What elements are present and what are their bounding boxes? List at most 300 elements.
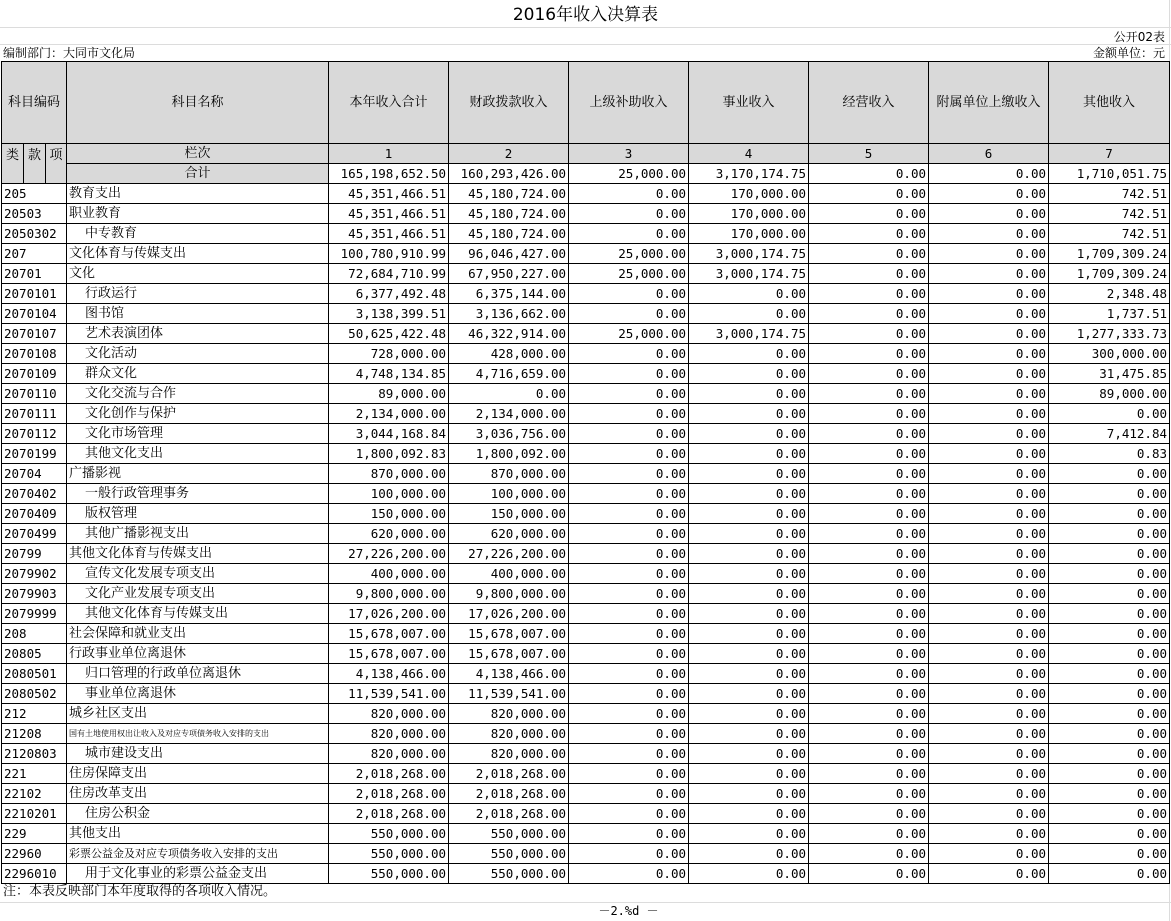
- amount-cell: 550,000.00: [449, 864, 569, 884]
- amount-cell: 0.00: [569, 684, 689, 704]
- subject-code-cell: 2050302: [2, 224, 67, 244]
- amount-cell: 728,000.00: [329, 344, 449, 364]
- subject-code-cell: 20799: [2, 544, 67, 564]
- amount-cell: 2,018,268.00: [329, 764, 449, 784]
- header-row: [2, 62, 1170, 144]
- amount-cell: 0.00: [569, 764, 689, 784]
- subject-name-cell: 其他文化支出: [67, 444, 329, 464]
- amount-cell: 15,678,007.00: [329, 624, 449, 644]
- subject-code-cell: 2079902: [2, 564, 67, 584]
- amount-cell: 820,000.00: [449, 744, 569, 764]
- amount-cell: 0.00: [569, 604, 689, 624]
- amount-cell: 0.00: [929, 564, 1049, 584]
- column-number-row: [2, 144, 1170, 164]
- subheader-kuan: 款: [24, 144, 46, 184]
- amount-cell: 0.00: [809, 344, 929, 364]
- amount-cell: 0.00: [929, 384, 1049, 404]
- subject-code-cell: 229: [2, 824, 67, 844]
- amount-cell: 0.00: [809, 704, 929, 724]
- amount-cell: 11,539,541.00: [329, 684, 449, 704]
- table-row: [2, 664, 1170, 684]
- amount-cell: 0.00: [689, 404, 809, 424]
- amount-cell: 0.00: [1049, 664, 1170, 684]
- amount-cell: 0.00: [689, 484, 809, 504]
- table-row: [2, 644, 1170, 664]
- amount-cell: 0.00: [569, 624, 689, 644]
- amount-cell: 0.00: [689, 304, 809, 324]
- amount-cell: 170,000.00: [689, 184, 809, 204]
- amount-cell: 89,000.00: [329, 384, 449, 404]
- amount-cell: 0.00: [689, 724, 809, 744]
- table-row: [2, 404, 1170, 424]
- header-operating: 经营收入: [809, 62, 929, 144]
- subject-name-cell: 一般行政管理事务: [67, 484, 329, 504]
- amount-cell: 0.00: [569, 864, 689, 884]
- amount-cell: 0.00: [929, 424, 1049, 444]
- total-cell: 25,000.00: [569, 164, 689, 184]
- amount-cell: 0.00: [689, 664, 809, 684]
- amount-cell: 820,000.00: [329, 724, 449, 744]
- subject-name-cell: 国有土地使用权出让收入及对应专项债务收入安排的支出: [67, 724, 329, 744]
- amount-cell: 2,018,268.00: [449, 764, 569, 784]
- amount-cell: 170,000.00: [689, 204, 809, 224]
- amount-cell: 11,539,541.00: [449, 684, 569, 704]
- table-row: [2, 804, 1170, 824]
- amount-cell: 6,375,144.00: [449, 284, 569, 304]
- amount-cell: 3,000,174.75: [689, 244, 809, 264]
- total-cell: 0.00: [929, 164, 1049, 184]
- subject-name-cell: 城乡社区支出: [67, 704, 329, 724]
- header-affiliate: 附属单位上缴收入: [929, 62, 1049, 144]
- header-code: 科目编码: [2, 62, 67, 144]
- amount-cell: 0.00: [569, 364, 689, 384]
- amount-cell: 45,351,466.51: [329, 204, 449, 224]
- amount-cell: 0.00: [929, 784, 1049, 804]
- total-cell: 160,293,426.00: [449, 164, 569, 184]
- amount-cell: 400,000.00: [329, 564, 449, 584]
- amount-cell: 4,138,466.00: [329, 664, 449, 684]
- amount-cell: 742.51: [1049, 204, 1170, 224]
- amount-cell: 820,000.00: [449, 704, 569, 724]
- subject-code-cell: 2080501: [2, 664, 67, 684]
- amount-cell: 2,348.48: [1049, 284, 1170, 304]
- amount-cell: 0.00: [809, 724, 929, 744]
- subject-code-cell: 207: [2, 244, 67, 264]
- amount-cell: 17,026,200.00: [449, 604, 569, 624]
- table-row: [2, 764, 1170, 784]
- header-name: 科目名称: [67, 62, 329, 144]
- page-marker: －2.%d －: [598, 904, 659, 918]
- column-number: 6: [929, 144, 1049, 164]
- table-row: [2, 304, 1170, 324]
- amount-cell: 0.00: [689, 284, 809, 304]
- subject-name-cell: 文化产业发展专项支出: [67, 584, 329, 604]
- amount-cell: 0.00: [1049, 564, 1170, 584]
- subject-name-cell: 艺术表演团体: [67, 324, 329, 344]
- amount-cell: 550,000.00: [449, 824, 569, 844]
- subject-code-cell: 205: [2, 184, 67, 204]
- amount-cell: 0.00: [809, 304, 929, 324]
- table-row: [2, 244, 1170, 264]
- subject-name-cell: 其他广播影视支出: [67, 524, 329, 544]
- subject-code-cell: 22960: [2, 844, 67, 864]
- amount-cell: 0.00: [689, 704, 809, 724]
- amount-cell: 72,684,710.99: [329, 264, 449, 284]
- amount-cell: 50,625,422.48: [329, 324, 449, 344]
- total-cell: 1,710,051.75: [1049, 164, 1170, 184]
- amount-cell: 620,000.00: [449, 524, 569, 544]
- amount-cell: 742.51: [1049, 184, 1170, 204]
- subject-code-cell: 2070108: [2, 344, 67, 364]
- amount-cell: 0.00: [1049, 544, 1170, 564]
- subject-code-cell: 20701: [2, 264, 67, 284]
- amount-cell: 4,716,659.00: [449, 364, 569, 384]
- amount-cell: 0.00: [569, 524, 689, 544]
- amount-cell: 0.00: [809, 204, 929, 224]
- total-cell: 3,170,174.75: [689, 164, 809, 184]
- amount-cell: 620,000.00: [329, 524, 449, 544]
- amount-cell: 0.00: [809, 624, 929, 644]
- subject-name-cell: 归口管理的行政单位离退休: [67, 664, 329, 684]
- amount-cell: 0.00: [1049, 524, 1170, 544]
- table-row: [2, 464, 1170, 484]
- amount-cell: 0.00: [569, 404, 689, 424]
- amount-cell: 0.00: [809, 244, 929, 264]
- amount-cell: 0.00: [929, 284, 1049, 304]
- amount-cell: 45,180,724.00: [449, 224, 569, 244]
- amount-cell: 820,000.00: [329, 704, 449, 724]
- amount-cell: 0.00: [689, 504, 809, 524]
- amount-cell: 0.00: [929, 764, 1049, 784]
- amount-cell: 0.00: [1049, 504, 1170, 524]
- table-row: [2, 204, 1170, 224]
- subject-name-cell: 城市建设支出: [67, 744, 329, 764]
- total-cell: 0.00: [809, 164, 929, 184]
- table-row: [2, 544, 1170, 564]
- amount-cell: 742.51: [1049, 224, 1170, 244]
- amount-cell: 0.00: [809, 524, 929, 544]
- subject-name-cell: 其他文化体育与传媒支出: [67, 544, 329, 564]
- amount-cell: 0.00: [569, 504, 689, 524]
- amount-cell: 4,138,466.00: [449, 664, 569, 684]
- amount-cell: 0.00: [1049, 824, 1170, 844]
- amount-cell: 0.00: [809, 824, 929, 844]
- amount-cell: 0.00: [929, 624, 1049, 644]
- amount-cell: 870,000.00: [329, 464, 449, 484]
- amount-cell: 0.00: [809, 424, 929, 444]
- amount-cell: 0.00: [569, 184, 689, 204]
- gridline: [0, 902, 1171, 903]
- amount-cell: 0.00: [1049, 744, 1170, 764]
- subject-code-cell: 208: [2, 624, 67, 644]
- subject-name-cell: 行政事业单位离退休: [67, 644, 329, 664]
- amount-cell: 25,000.00: [569, 244, 689, 264]
- amount-cell: 31,475.85: [1049, 364, 1170, 384]
- column-number: 5: [809, 144, 929, 164]
- table-row: [2, 264, 1170, 284]
- amount-cell: 0.00: [689, 424, 809, 444]
- amount-cell: 0.00: [689, 864, 809, 884]
- column-number: 4: [689, 144, 809, 164]
- amount-cell: 0.00: [689, 384, 809, 404]
- table-row: [2, 364, 1170, 384]
- amount-cell: 0.00: [929, 724, 1049, 744]
- amount-cell: 2,018,268.00: [449, 784, 569, 804]
- amount-cell: 0.00: [569, 744, 689, 764]
- amount-cell: 0.00: [569, 284, 689, 304]
- amount-cell: 0.00: [569, 544, 689, 564]
- amount-cell: 0.00: [929, 264, 1049, 284]
- amount-cell: 0.00: [809, 864, 929, 884]
- amount-cell: 0.00: [929, 224, 1049, 244]
- table-row: [2, 324, 1170, 344]
- subject-code-cell: 2079903: [2, 584, 67, 604]
- amount-cell: 0.00: [929, 444, 1049, 464]
- amount-cell: 0.00: [569, 464, 689, 484]
- amount-cell: 0.00: [569, 724, 689, 744]
- amount-cell: 0.00: [689, 684, 809, 704]
- amount-cell: 45,351,466.51: [329, 224, 449, 244]
- amount-cell: 1,709,309.24: [1049, 244, 1170, 264]
- subject-name-cell: 住房保障支出: [67, 764, 329, 784]
- amount-cell: 0.00: [689, 344, 809, 364]
- table-row: [2, 824, 1170, 844]
- amount-cell: 25,000.00: [569, 264, 689, 284]
- subject-name-cell: 文化: [67, 264, 329, 284]
- subject-name-cell: 文化体育与传媒支出: [67, 244, 329, 264]
- table-row: [2, 284, 1170, 304]
- amount-cell: 0.00: [689, 464, 809, 484]
- amount-cell: 0.00: [569, 704, 689, 724]
- amount-cell: 400,000.00: [449, 564, 569, 584]
- amount-cell: 0.00: [809, 484, 929, 504]
- subheader-heji: 合计: [67, 164, 329, 184]
- amount-cell: 0.00: [929, 504, 1049, 524]
- amount-cell: 0.00: [809, 364, 929, 384]
- amount-cell: 67,950,227.00: [449, 264, 569, 284]
- table-row: [2, 584, 1170, 604]
- amount-cell: 0.00: [1049, 604, 1170, 624]
- amount-cell: 0.00: [689, 744, 809, 764]
- amount-cell: 0.00: [929, 404, 1049, 424]
- amount-cell: 0.00: [809, 324, 929, 344]
- amount-cell: 0.00: [1049, 804, 1170, 824]
- subject-name-cell: 教育支出: [67, 184, 329, 204]
- subject-code-cell: 221: [2, 764, 67, 784]
- header-superior: 上级补助收入: [569, 62, 689, 144]
- amount-cell: 0.00: [689, 564, 809, 584]
- amount-cell: 0.00: [1049, 684, 1170, 704]
- amount-cell: 89,000.00: [1049, 384, 1170, 404]
- subject-code-cell: 2070104: [2, 304, 67, 324]
- subject-code-cell: 2070101: [2, 284, 67, 304]
- amount-cell: 2,018,268.00: [329, 804, 449, 824]
- amount-cell: 27,226,200.00: [449, 544, 569, 564]
- table-row: [2, 444, 1170, 464]
- table-row: [2, 724, 1170, 744]
- subject-name-cell: 广播影视: [67, 464, 329, 484]
- amount-cell: 0.00: [1049, 644, 1170, 664]
- amount-cell: 170,000.00: [689, 224, 809, 244]
- amount-cell: 2,018,268.00: [329, 784, 449, 804]
- amount-cell: 0.00: [689, 444, 809, 464]
- table-row: [2, 704, 1170, 724]
- amount-cell: 0.00: [929, 844, 1049, 864]
- subject-code-cell: 2070402: [2, 484, 67, 504]
- subheader-lanci: 栏次: [67, 144, 329, 164]
- total-row: [2, 164, 1170, 184]
- amount-cell: 0.00: [809, 664, 929, 684]
- amount-cell: 3,036,756.00: [449, 424, 569, 444]
- amount-cell: 150,000.00: [449, 504, 569, 524]
- amount-cell: 0.00: [929, 584, 1049, 604]
- amount-cell: 45,351,466.51: [329, 184, 449, 204]
- amount-cell: 0.00: [929, 524, 1049, 544]
- subject-code-cell: 2296010: [2, 864, 67, 884]
- amount-cell: 100,780,910.99: [329, 244, 449, 264]
- header-business: 事业收入: [689, 62, 809, 144]
- subject-code-cell: 2070409: [2, 504, 67, 524]
- amount-cell: 0.00: [449, 384, 569, 404]
- subject-code-cell: 2079999: [2, 604, 67, 624]
- amount-cell: 0.00: [689, 364, 809, 384]
- amount-cell: 0.00: [569, 204, 689, 224]
- amount-cell: 0.00: [569, 344, 689, 364]
- amount-cell: 0.00: [929, 364, 1049, 384]
- amount-cell: 0.00: [929, 824, 1049, 844]
- amount-cell: 0.00: [1049, 784, 1170, 804]
- amount-cell: 0.00: [809, 404, 929, 424]
- table-row: [2, 184, 1170, 204]
- amount-cell: 0.00: [809, 224, 929, 244]
- subject-name-cell: 住房改革支出: [67, 784, 329, 804]
- subject-code-cell: 2070109: [2, 364, 67, 384]
- subject-name-cell: 文化创作与保护: [67, 404, 329, 424]
- amount-cell: 870,000.00: [449, 464, 569, 484]
- amount-cell: 0.00: [809, 684, 929, 704]
- amount-cell: 0.00: [569, 804, 689, 824]
- subject-name-cell: 文化活动: [67, 344, 329, 364]
- amount-cell: 3,136,662.00: [449, 304, 569, 324]
- subheader-lei: 类: [2, 144, 24, 184]
- amount-cell: 0.00: [929, 864, 1049, 884]
- column-number: 1: [329, 144, 449, 164]
- amount-cell: 46,322,914.00: [449, 324, 569, 344]
- subject-code-cell: 20805: [2, 644, 67, 664]
- currency-unit-label: 金额单位：元: [1092, 46, 1165, 60]
- amount-cell: 0.00: [809, 584, 929, 604]
- subject-code-cell: 20704: [2, 464, 67, 484]
- amount-cell: 820,000.00: [449, 724, 569, 744]
- amount-cell: 0.00: [929, 304, 1049, 324]
- subject-name-cell: 用于文化事业的彩票公益金支出: [67, 864, 329, 884]
- amount-cell: 0.00: [929, 184, 1049, 204]
- table-row: [2, 424, 1170, 444]
- amount-cell: 0.00: [1049, 764, 1170, 784]
- amount-cell: 2,134,000.00: [449, 404, 569, 424]
- amount-cell: 0.00: [569, 564, 689, 584]
- amount-cell: 428,000.00: [449, 344, 569, 364]
- subject-code-cell: 2080502: [2, 684, 67, 704]
- amount-cell: 1,709,309.24: [1049, 264, 1170, 284]
- table-row: [2, 624, 1170, 644]
- amount-cell: 3,000,174.75: [689, 264, 809, 284]
- table-row: [2, 784, 1170, 804]
- subject-code-cell: 212: [2, 704, 67, 724]
- amount-cell: 0.00: [929, 744, 1049, 764]
- amount-cell: 0.00: [809, 464, 929, 484]
- amount-cell: 0.00: [569, 304, 689, 324]
- amount-cell: 0.00: [689, 584, 809, 604]
- amount-cell: 0.00: [809, 564, 929, 584]
- amount-cell: 0.00: [809, 764, 929, 784]
- amount-cell: 0.83: [1049, 444, 1170, 464]
- amount-cell: 0.00: [689, 544, 809, 564]
- amount-cell: 0.00: [569, 384, 689, 404]
- column-number: 2: [449, 144, 569, 164]
- subject-name-cell: 职业教育: [67, 204, 329, 224]
- amount-cell: 0.00: [929, 204, 1049, 224]
- amount-cell: 9,800,000.00: [449, 584, 569, 604]
- subject-code-cell: 2070110: [2, 384, 67, 404]
- subject-name-cell: 彩票公益金及对应专项债务收入安排的支出: [67, 844, 329, 864]
- page-title: 2016年收入决算表: [512, 5, 659, 25]
- amount-cell: 0.00: [929, 804, 1049, 824]
- amount-cell: 100,000.00: [329, 484, 449, 504]
- amount-cell: 15,678,007.00: [329, 644, 449, 664]
- amount-cell: 0.00: [929, 684, 1049, 704]
- amount-cell: 0.00: [689, 844, 809, 864]
- amount-cell: 0.00: [929, 704, 1049, 724]
- amount-cell: 1,800,092.83: [329, 444, 449, 464]
- footnote: 注：本表反映部门本年度取得的各项收入情况。: [3, 884, 277, 899]
- amount-cell: 0.00: [689, 764, 809, 784]
- subject-name-cell: 社会保障和就业支出: [67, 624, 329, 644]
- amount-cell: 45,180,724.00: [449, 204, 569, 224]
- amount-cell: 45,180,724.00: [449, 184, 569, 204]
- column-number: 7: [1049, 144, 1170, 164]
- gridline: [0, 27, 1171, 28]
- amount-cell: 0.00: [809, 264, 929, 284]
- subject-code-cell: 2120803: [2, 744, 67, 764]
- amount-cell: 0.00: [569, 784, 689, 804]
- table-row: [2, 484, 1170, 504]
- amount-cell: 0.00: [689, 824, 809, 844]
- amount-cell: 0.00: [689, 604, 809, 624]
- amount-cell: 3,000,174.75: [689, 324, 809, 344]
- amount-cell: 9,800,000.00: [329, 584, 449, 604]
- subject-code-cell: 2210201: [2, 804, 67, 824]
- amount-cell: 0.00: [569, 444, 689, 464]
- amount-cell: 0.00: [809, 784, 929, 804]
- amount-cell: 0.00: [1049, 464, 1170, 484]
- amount-cell: 550,000.00: [329, 864, 449, 884]
- amount-cell: 0.00: [929, 464, 1049, 484]
- amount-cell: 550,000.00: [329, 844, 449, 864]
- table-row: [2, 684, 1170, 704]
- amount-cell: 300,000.00: [1049, 344, 1170, 364]
- total-cell: 165,198,652.50: [329, 164, 449, 184]
- amount-cell: 0.00: [809, 604, 929, 624]
- subject-name-cell: 图书馆: [67, 304, 329, 324]
- amount-cell: 0.00: [1049, 624, 1170, 644]
- amount-cell: 0.00: [809, 644, 929, 664]
- amount-cell: 1,800,092.00: [449, 444, 569, 464]
- subject-code-cell: 20503: [2, 204, 67, 224]
- subject-name-cell: 文化市场管理: [67, 424, 329, 444]
- amount-cell: 96,046,427.00: [449, 244, 569, 264]
- table-row: [2, 344, 1170, 364]
